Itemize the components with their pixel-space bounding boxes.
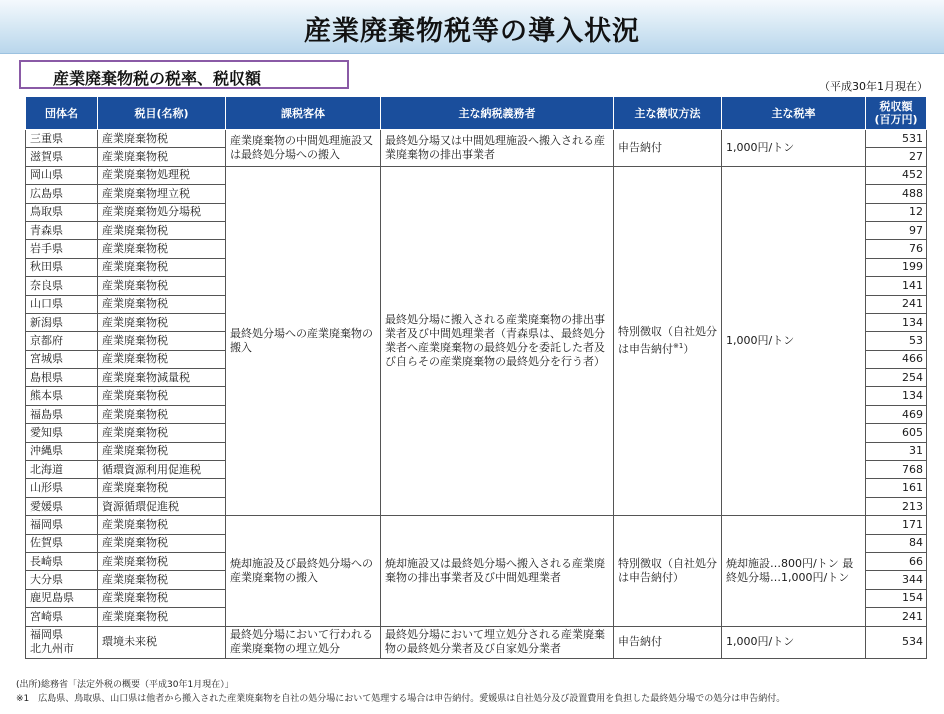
footnote: ※1 広島県、鳥取県、山口県は他者から搬入された産業廃棄物を自社の処分場において処理する場合は申告納付。愛媛県は自社処分及び設置費用を負担した最終処分場での処分は申告納付。 — [16, 694, 786, 704]
cell-tax-item: 産業廃棄物税 — [98, 479, 226, 497]
cell-tax-item: 産業廃棄物税 — [98, 350, 226, 368]
cell-revenue: 76 — [866, 240, 927, 258]
cell-tax-item: 産業廃棄物税 — [98, 387, 226, 405]
cell-entity: 鹿児島県 — [26, 589, 98, 607]
cell-tax-object: 焼却施設及び最終処分場への産業廃棄物の搬入 — [226, 516, 381, 626]
cell-revenue: 452 — [866, 166, 927, 184]
cell-entity: 京都府 — [26, 332, 98, 350]
header-revenue-line1: 税収額 — [879, 100, 913, 113]
cell-revenue: 469 — [866, 405, 927, 423]
cell-revenue: 134 — [866, 313, 927, 331]
cell-tax-object: 最終処分場への産業廃棄物の搬入 — [226, 166, 381, 515]
header-collection: 主な徴収方法 — [614, 97, 722, 130]
cell-tax-item: 産業廃棄物税 — [98, 258, 226, 276]
cell-revenue: 241 — [866, 608, 927, 626]
cell-revenue: 12 — [866, 203, 927, 221]
cell-entity: 福岡県 — [26, 516, 98, 534]
cell-entity: 北海道 — [26, 461, 98, 479]
table-header-row — [26, 97, 927, 130]
entity-line2: 北九州市 — [30, 642, 74, 656]
entity-line1: 福岡県 — [30, 628, 63, 642]
cell-tax-item: 産業廃棄物減量税 — [98, 369, 226, 387]
cell-collection — [614, 130, 722, 167]
cell-taxpayer: 最終処分場又は中間処理施設へ搬入される産業廃棄物の排出事業者 — [381, 130, 614, 167]
collection-text: 申告納付 — [618, 635, 662, 649]
cell-revenue: 161 — [866, 479, 927, 497]
cell-entity: 沖縄県 — [26, 442, 98, 460]
cell-entity: 長崎県 — [26, 552, 98, 570]
cell-entity: 山形県 — [26, 479, 98, 497]
cell-tax-item: 産業廃棄物税 — [98, 442, 226, 460]
as-of-date: （平成30年1月現在） — [819, 80, 928, 93]
cell-tax-item: 産業廃棄物税 — [98, 148, 226, 166]
cell-revenue: 534 — [866, 626, 927, 658]
cell-entity: 福島県 — [26, 405, 98, 423]
cell-revenue: 84 — [866, 534, 927, 552]
cell-entity: 大分県 — [26, 571, 98, 589]
cell-entity: 宮城県 — [26, 350, 98, 368]
cell-entity: 滋賀県 — [26, 148, 98, 166]
header-revenue — [866, 97, 927, 130]
cell-entity: 秋田県 — [26, 258, 98, 276]
header-tax-object: 課税客体 — [226, 97, 381, 130]
cell-tax-item: 産業廃棄物税 — [98, 571, 226, 589]
cell-revenue: 466 — [866, 350, 927, 368]
cell-entity: 島根県 — [26, 369, 98, 387]
table-row — [26, 166, 927, 184]
section-subtitle: 産業廃棄物税の税率、税収額 — [19, 60, 349, 89]
cell-tax-object: 最終処分場において行われる産業廃棄物の埋立処分 — [226, 626, 381, 658]
footnote-marker: ※1 — [673, 342, 684, 351]
cell-collection — [614, 516, 722, 626]
cell-tax-item: 産業廃棄物税 — [98, 221, 226, 239]
cell-revenue: 344 — [866, 571, 927, 589]
cell-revenue: 171 — [866, 516, 927, 534]
header-entity: 団体名 — [26, 97, 98, 130]
collection-text: 特別徴収（自社処分は申告納付） — [618, 556, 717, 584]
cell-revenue: 97 — [866, 221, 927, 239]
collection-text-tail: ） — [683, 342, 695, 356]
cell-tax-item: 産業廃棄物税 — [98, 295, 226, 313]
cell-entity: 岩手県 — [26, 240, 98, 258]
tax-table — [25, 96, 927, 659]
collection-text: 申告納付 — [618, 140, 662, 154]
cell-tax-item: 産業廃棄物税 — [98, 516, 226, 534]
source-note: (出所)総務省「法定外税の概要（平成30年1月現在）」 — [16, 680, 234, 690]
cell-tax-item: 産業廃棄物税 — [98, 130, 226, 148]
cell-tax-item: 産業廃棄物税 — [98, 313, 226, 331]
table-row — [26, 516, 927, 534]
header-taxpayer: 主な納税義務者 — [381, 97, 614, 130]
cell-revenue: 27 — [866, 148, 927, 166]
cell-entity: 奈良県 — [26, 277, 98, 295]
cell-entity: 熊本県 — [26, 387, 98, 405]
cell-revenue: 134 — [866, 387, 927, 405]
cell-tax-item: 資源循環促進税 — [98, 497, 226, 515]
cell-entity: 三重県 — [26, 130, 98, 148]
cell-taxpayer: 最終処分場において埋立処分される産業廃棄物の最終処分業者及び自家処分業者 — [381, 626, 614, 658]
cell-tax-item: 産業廃棄物税 — [98, 277, 226, 295]
cell-collection — [614, 166, 722, 515]
header-rate: 主な税率 — [722, 97, 866, 130]
cell-revenue: 31 — [866, 442, 927, 460]
cell-tax-item: 産業廃棄物処理税 — [98, 166, 226, 184]
table-row — [26, 130, 927, 148]
cell-taxpayer: 最終処分場に搬入される産業廃棄物の排出事業者及び中間処理業者（青森県は、最終処分業者へ産業廃棄物の最終処分を委託した者及び自らその産業廃棄物の最終処分を行う者） — [381, 166, 614, 515]
cell-tax-item: 産業廃棄物処分場税 — [98, 203, 226, 221]
cell-tax-item: 産業廃棄物税 — [98, 240, 226, 258]
cell-revenue: 605 — [866, 424, 927, 442]
cell-rate: 1,000円/トン — [722, 130, 866, 167]
cell-collection — [614, 626, 722, 658]
cell-tax-item: 産業廃棄物税 — [98, 589, 226, 607]
page-title: 産業廃棄物税等の導入状況 — [304, 16, 640, 47]
cell-entity: 山口県 — [26, 295, 98, 313]
table-row — [26, 626, 927, 658]
cell-tax-item: 産業廃棄物税 — [98, 534, 226, 552]
header-tax-item: 税目(名称) — [98, 97, 226, 130]
cell-tax-item: 循環資源利用促進税 — [98, 461, 226, 479]
cell-tax-object: 産業廃棄物の中間処理施設又は最終処分場への搬入 — [226, 130, 381, 167]
cell-entity: 愛媛県 — [26, 497, 98, 515]
cell-revenue: 241 — [866, 295, 927, 313]
cell-revenue: 199 — [866, 258, 927, 276]
cell-entity: 佐賀県 — [26, 534, 98, 552]
cell-revenue: 154 — [866, 589, 927, 607]
cell-taxpayer: 焼却施設又は最終処分場へ搬入される産業廃棄物の排出事業者及び中間処理業者 — [381, 516, 614, 626]
cell-revenue: 213 — [866, 497, 927, 515]
cell-entity: 岡山県 — [26, 166, 98, 184]
cell-entity: 宮崎県 — [26, 608, 98, 626]
cell-tax-item: 環境未来税 — [98, 626, 226, 658]
header-revenue-line2: (百万円) — [874, 113, 918, 126]
cell-rate: 1,000円/トン — [722, 166, 866, 515]
cell-revenue: 768 — [866, 461, 927, 479]
cell-tax-item: 産業廃棄物税 — [98, 424, 226, 442]
cell-entity: 愛知県 — [26, 424, 98, 442]
cell-tax-item: 産業廃棄物税 — [98, 552, 226, 570]
cell-tax-item: 産業廃棄物税 — [98, 608, 226, 626]
cell-entity: 鳥取県 — [26, 203, 98, 221]
cell-rate: 1,000円/トン — [722, 626, 866, 658]
cell-entity: 広島県 — [26, 185, 98, 203]
cell-revenue: 254 — [866, 369, 927, 387]
collection-text: 特別徴収（自社処分は申告納付 — [618, 325, 717, 356]
cell-tax-item: 産業廃棄物税 — [98, 332, 226, 350]
cell-tax-item: 産業廃棄物埋立税 — [98, 185, 226, 203]
cell-revenue: 488 — [866, 185, 927, 203]
cell-entity: 新潟県 — [26, 313, 98, 331]
cell-entity — [26, 626, 98, 658]
title-band — [0, 0, 944, 54]
cell-rate: 焼却施設…800円/トン 最終処分場…1,000円/トン — [722, 516, 866, 626]
cell-revenue: 53 — [866, 332, 927, 350]
cell-revenue: 66 — [866, 552, 927, 570]
cell-entity: 青森県 — [26, 221, 98, 239]
cell-revenue: 531 — [866, 130, 927, 148]
cell-revenue: 141 — [866, 277, 927, 295]
cell-tax-item: 産業廃棄物税 — [98, 405, 226, 423]
table-body — [26, 130, 927, 659]
